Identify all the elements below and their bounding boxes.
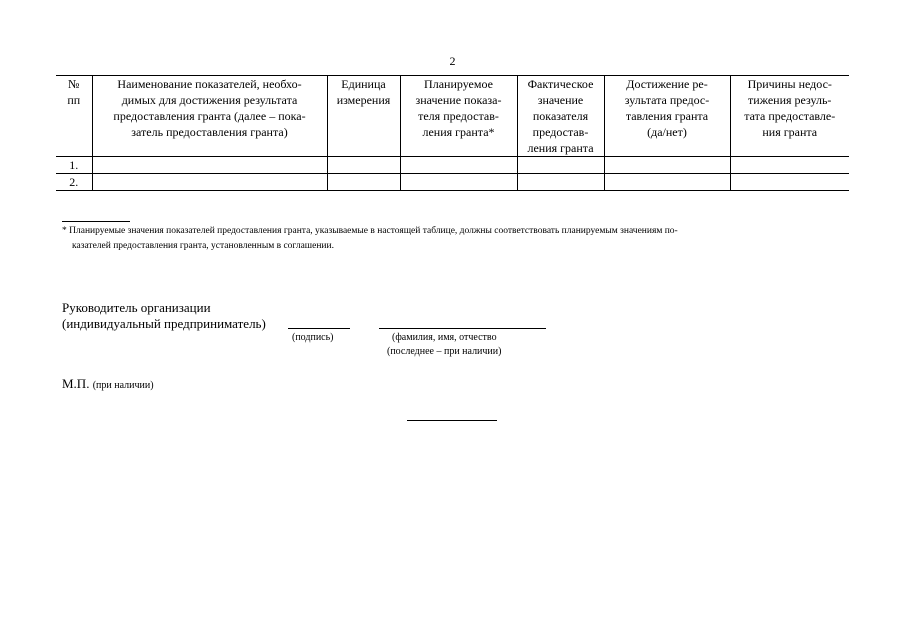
- header-line: тавления гранта: [625, 109, 709, 123]
- patronymic-caption: (последнее – при наличии): [387, 346, 502, 357]
- table-row: [56, 157, 849, 174]
- header-planned-value: [400, 76, 517, 157]
- stamp-label: М.П.: [62, 376, 90, 391]
- header-line: измерения: [336, 93, 391, 107]
- header-line: ния гранта: [762, 125, 818, 139]
- header-line: Достижение ре-: [626, 77, 708, 91]
- header-line: Причины недос-: [747, 77, 832, 91]
- signatory-subtitle: (индивидуальный предприниматель): [62, 316, 266, 331]
- header-reasons: [730, 76, 849, 157]
- header-indicator-name: [92, 76, 327, 157]
- header-line: зультата предос-: [624, 93, 710, 107]
- document-end-line: [407, 420, 497, 421]
- page-number: 2: [449, 54, 456, 68]
- header-achievement: [604, 76, 730, 157]
- header-line: ления гранта*: [422, 125, 495, 139]
- header-line: затель предоставления гранта): [131, 125, 288, 139]
- table-cell: [730, 174, 849, 191]
- table-cell: [400, 174, 517, 191]
- header-line: димых для достижения результата: [121, 93, 298, 107]
- table-cell: [517, 157, 604, 174]
- footnote-line-1: * Планируемые значения показателей предоставления гранта, указываемые в настоящей таблице, должны соответствовать планируемым значениям по-: [62, 226, 678, 236]
- header-line: тата предоставле-: [744, 109, 836, 123]
- grant-indicators-table: [56, 75, 849, 191]
- full-name-line: [379, 328, 546, 329]
- table-cell: 1.: [56, 157, 92, 174]
- table-cell: [92, 174, 327, 191]
- table-cell: [730, 157, 849, 174]
- table-cell: [604, 157, 730, 174]
- table-cell: [400, 157, 517, 174]
- header-unit: [327, 76, 400, 157]
- header-line: значение: [537, 93, 584, 107]
- header-line: ления гранта: [527, 141, 594, 155]
- header-line: Фактическое: [527, 77, 594, 91]
- footnote: [62, 224, 852, 254]
- header-line: предоставления гранта (далее – пока-: [113, 109, 306, 123]
- header-line: предостав-: [532, 125, 589, 139]
- table-header-row: [56, 76, 849, 157]
- footnote-divider: [62, 221, 130, 222]
- table-cell: [327, 157, 400, 174]
- signature-line: [288, 328, 350, 329]
- header-line: (да/нет): [647, 125, 687, 139]
- table-row: [56, 174, 849, 191]
- table-cell: [517, 174, 604, 191]
- stamp-place: [62, 376, 154, 392]
- header-line: теля предостав-: [418, 109, 499, 123]
- header-line: Наименование показателей, необхо-: [117, 77, 302, 91]
- header-line: пп: [67, 93, 81, 107]
- header-line: показателя: [532, 109, 589, 123]
- stamp-note: (при наличии): [92, 380, 154, 391]
- full-name-caption: (фамилия, имя, отчество: [392, 332, 497, 343]
- header-line: №: [68, 77, 80, 91]
- footnote-line-2: казателей предоставления гранта, установленным в соглашении.: [72, 241, 334, 251]
- header-number: [56, 76, 92, 157]
- header-line: значение показа-: [415, 93, 502, 107]
- header-line: тижения резуль-: [748, 93, 832, 107]
- table-cell: 2.: [56, 174, 92, 191]
- table-cell: [327, 174, 400, 191]
- header-actual-value: [517, 76, 604, 157]
- signatory-title: Руководитель организации: [62, 300, 211, 315]
- signature-caption: (подпись): [292, 332, 334, 343]
- table-cell: [604, 174, 730, 191]
- table-cell: [92, 157, 327, 174]
- header-line: Единица: [341, 77, 386, 91]
- header-line: Планируемое: [424, 77, 493, 91]
